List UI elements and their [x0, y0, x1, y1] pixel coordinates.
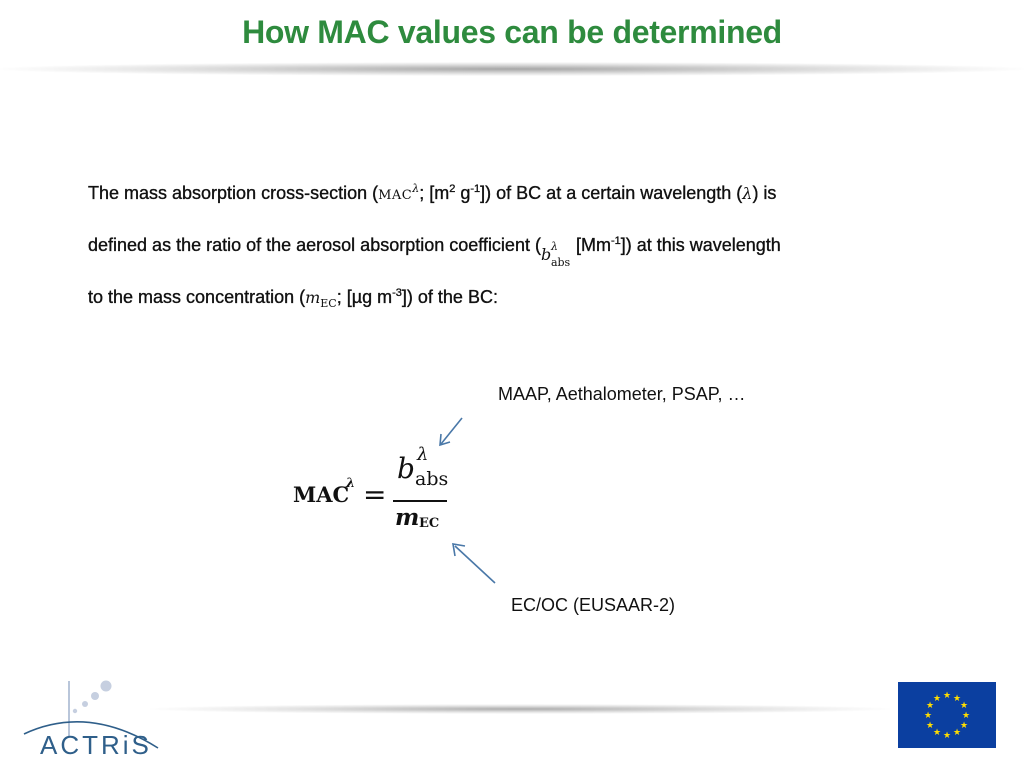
actris-logo-text: ACTRiS	[40, 730, 152, 760]
svg-text:★: ★	[942, 731, 952, 741]
title-divider	[0, 62, 1024, 76]
definition-line-3	[88, 278, 948, 330]
formula-numerator-subscript: abs	[415, 468, 449, 490]
definition-line-1	[88, 174, 948, 226]
arrow-to-numerator	[440, 418, 462, 445]
fraction-bar	[393, 500, 447, 502]
def-text: defined as the ratio of the aerosol absorption coefficient (	[88, 235, 541, 255]
def-text: ; [µg m	[336, 287, 393, 307]
exponent: 2	[449, 183, 456, 195]
eu-stars	[898, 682, 996, 748]
def-text: to the mass concentration (	[88, 287, 306, 307]
svg-text:★: ★	[959, 701, 969, 711]
svg-text:★: ★	[925, 701, 935, 711]
def-text: ]) of BC at a certain wavelength (	[480, 183, 743, 203]
formula-denominator: m	[395, 504, 420, 531]
formula-denominator-subscript: EC	[419, 516, 440, 531]
numerator-source-label: MAAP, Aethalometer, PSAP, …	[498, 384, 746, 404]
def-text: ]) at this wavelength	[620, 235, 781, 255]
svg-text:★: ★	[932, 728, 942, 738]
mac-formula	[293, 444, 463, 538]
formula-lhs: MAC	[293, 482, 350, 507]
formula-lhs-superscript: λ	[346, 476, 356, 491]
denominator-source-label: EC/OC (EUSAAR-2)	[511, 595, 676, 615]
def-text: g	[455, 183, 471, 203]
svg-text:★: ★	[923, 711, 933, 721]
formula-numerator-superscript: λ	[417, 444, 429, 465]
def-text: ) is	[752, 183, 777, 203]
svg-text:★: ★	[952, 694, 962, 704]
def-text: [Mm	[570, 235, 611, 255]
footer-divider	[150, 704, 890, 714]
svg-text:★: ★	[932, 694, 942, 704]
mac-symbol: $MAC^\lambda$	[378, 182, 420, 203]
svg-text:★: ★	[942, 691, 952, 701]
arrow-to-denominator	[453, 544, 495, 583]
exponent: -1	[470, 183, 481, 195]
lambda-symbol: λ	[742, 184, 753, 203]
exponent: -1	[610, 235, 621, 247]
svg-text:★: ★	[961, 711, 971, 721]
def-text: ; [m	[419, 183, 450, 203]
formula-numerator: b	[397, 452, 415, 485]
svg-text:★: ★	[952, 728, 962, 738]
m-ec-symbol: $m_{EC}$	[305, 288, 337, 310]
exponent: -3	[392, 287, 402, 299]
definition-text	[88, 174, 948, 330]
svg-text:★: ★	[959, 721, 969, 731]
slide-title: How MAC values can be determined	[242, 14, 782, 50]
formula-equals: =	[363, 478, 387, 511]
eu-flag-icon	[898, 682, 996, 748]
b-abs-symbol: b λ abs	[540, 240, 571, 269]
def-text: The mass absorption cross-section (	[88, 183, 379, 203]
def-text: ]) of the BC:	[401, 287, 498, 307]
definition-line-2	[88, 226, 948, 278]
svg-text:★: ★	[925, 721, 935, 731]
